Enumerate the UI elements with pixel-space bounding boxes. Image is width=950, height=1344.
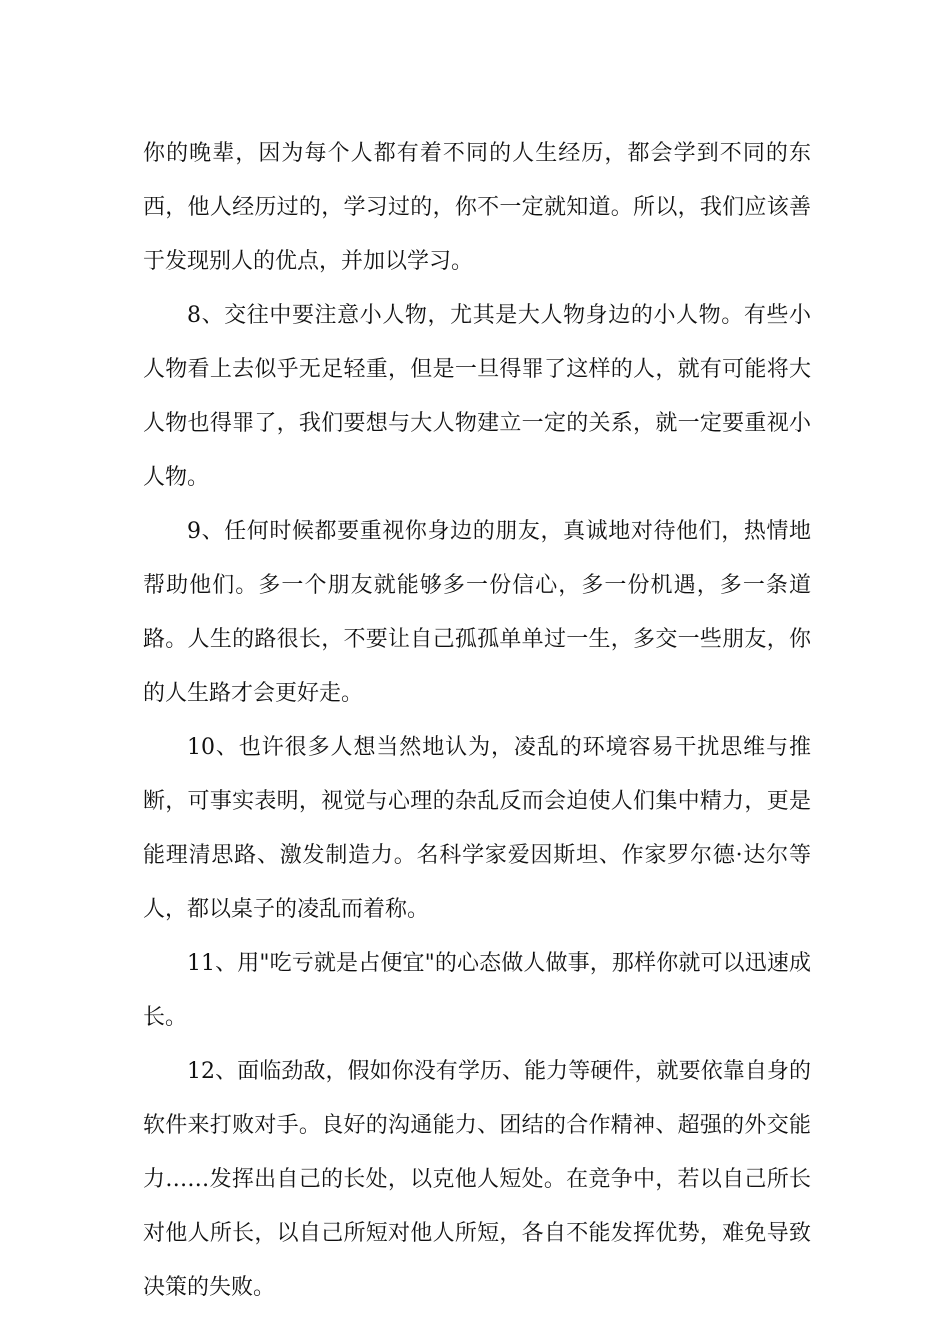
paragraph-item-12: 12、面临劲敌，假如你没有学历、能力等硬件，就要依靠自身的软件来打败对手。良好的沟通能力、团结的合作精神、超强的外交能力……发挥出自己的长处，以克他人短处。在竞争中，若以自己所长对他人所长，以自己所短对他人所短，各自不能发挥优势，难免导致决策的失败。 [143, 1059, 811, 1300]
paragraph-item-9: 9、任何时候都要重视你身边的朋友，真诚地对待他们，热情地帮助他们。多一个朋友就能够多一份信心，多一份机遇，多一条道路。人生的路很长，不要让自己孤孤单单过一生，多交一些朋友，你的人生路才会更好走。 [143, 519, 811, 706]
document-body [143, 127, 811, 1315]
paragraph-continuation: 你的晚辈，因为每个人都有着不同的人生经历，都会学到不同的东西，他人经历过的，学习过的，你不一定就知道。所以，我们应该善于发现别人的优点，并加以学习。 [143, 141, 811, 274]
paragraph-item-8: 8、交往中要注意小人物，尤其是大人物身边的小人物。有些小人物看上去似乎无足轻重，但是一旦得罪了这样的人，就有可能将大人物也得罪了，我们要想与大人物建立一定的关系，就一定要重视小人物。 [143, 303, 811, 490]
paragraph-item-10: 10、也许很多人想当然地认为，凌乱的环境容易干扰思维与推断，可事实表明，视觉与心理的杂乱反而会迫使人们集中精力，更是能理清思路、激发制造力。名科学家爱因斯坦、作家罗尔德·达尔等人，都以桌子的凌乱而着称。 [143, 735, 811, 922]
paragraph-item-11: 11、用"吃亏就是占便宜"的心态做人做事，那样你就可以迅速成长。 [143, 951, 811, 1030]
